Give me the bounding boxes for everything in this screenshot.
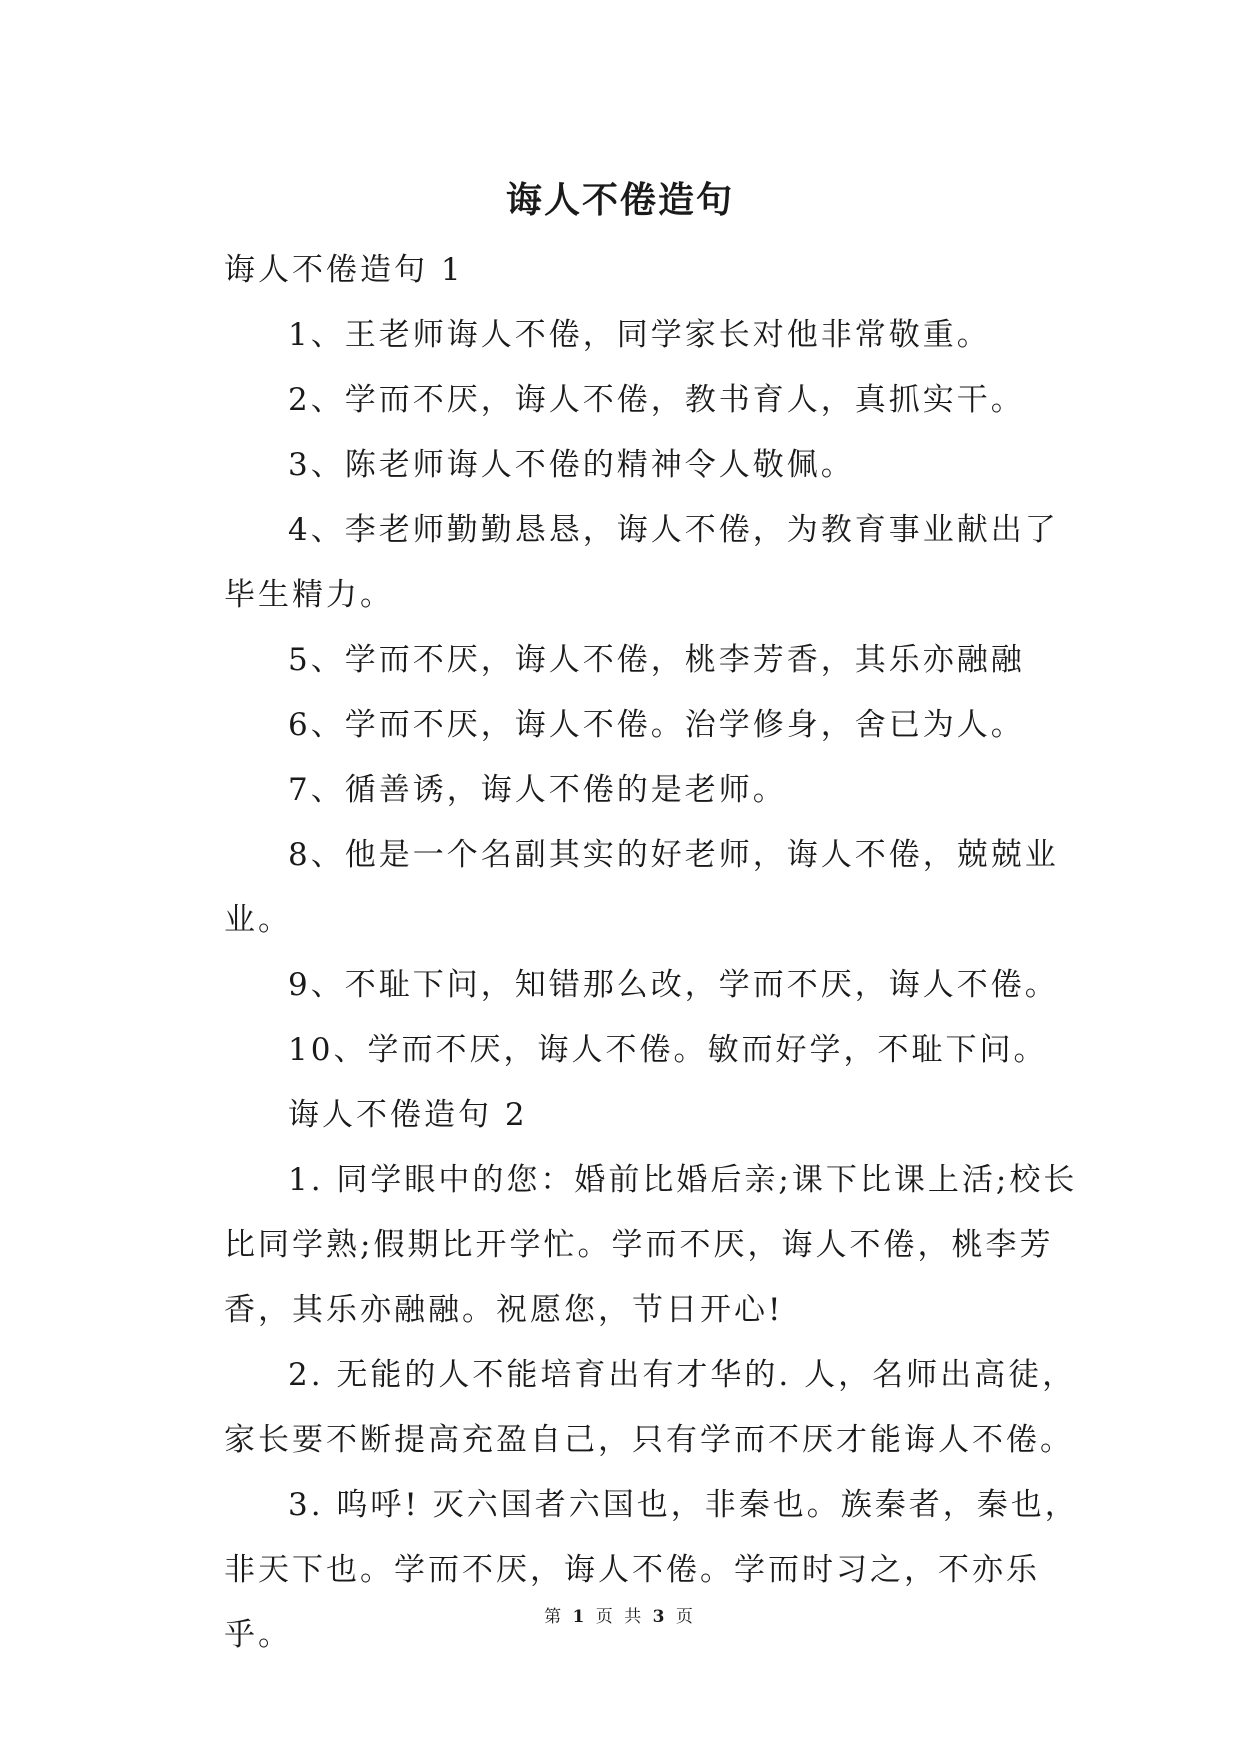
footer-middle: 页 共 xyxy=(595,1607,645,1627)
paragraph: 1、王老师诲人不倦，同学家长对他非常敬重。 xyxy=(288,317,991,353)
paragraph: 1. 同学眼中的您：婚前比婚后亲;课下比课上活;校长比同学熟;假期比开学忙。学而不厌，诲人不倦，桃李芳香，其乐亦融融。祝愿您，节日开心! xyxy=(224,1162,1078,1328)
page-footer xyxy=(0,1605,1240,1629)
paragraph: 6、学而不厌，诲人不倦。治学修身，舍已为人。 xyxy=(288,707,1025,743)
paragraph: 4、李老师勤勤恳恳，诲人不倦，为教育事业献出了毕生精力。 xyxy=(224,512,1059,613)
section-heading: 诲人不倦造句 2 xyxy=(288,1097,528,1133)
footer-total-pages: 3 xyxy=(652,1607,668,1627)
section-heading: 诲人不倦造句 1 xyxy=(224,252,464,288)
paragraph: 2、学而不厌，诲人不倦，教书育人，真抓实干。 xyxy=(288,382,1025,418)
document-body xyxy=(224,238,1084,1668)
paragraph: 10、学而不厌，诲人不倦。敏而好学，不耻下问。 xyxy=(288,1032,1048,1068)
paragraph: 9、不耻下问，知错那么改，学而不厌，诲人不倦。 xyxy=(288,967,1059,1003)
paragraph: 8、他是一个名副其实的好老师，诲人不倦，兢兢业业。 xyxy=(224,837,1059,938)
footer-page-number: 1 xyxy=(572,1607,588,1627)
paragraph: 3、陈老师诲人不倦的精神令人敬佩。 xyxy=(288,447,855,483)
paragraph: 2. 无能的人不能培育出有才华的. 人，名师出高徒，家长要不断提高充盈自己，只有学而不厌才能诲人不倦。 xyxy=(224,1357,1077,1458)
footer-suffix: 页 xyxy=(675,1607,696,1627)
footer-prefix: 第 xyxy=(544,1607,565,1627)
document-title: 诲人不倦造句 xyxy=(505,179,734,221)
paragraph: 3. 呜呼! 灭六国者六国也，非秦也。族秦者，秦也，非天下也。学而不厌，诲人不倦。学而时习之，不亦乐乎。 xyxy=(224,1487,1079,1653)
paragraph: 5、学而不厌，诲人不倦，桃李芳香，其乐亦融融 xyxy=(288,642,1025,678)
paragraph: 7、循善诱，诲人不倦的是老师。 xyxy=(288,772,787,808)
